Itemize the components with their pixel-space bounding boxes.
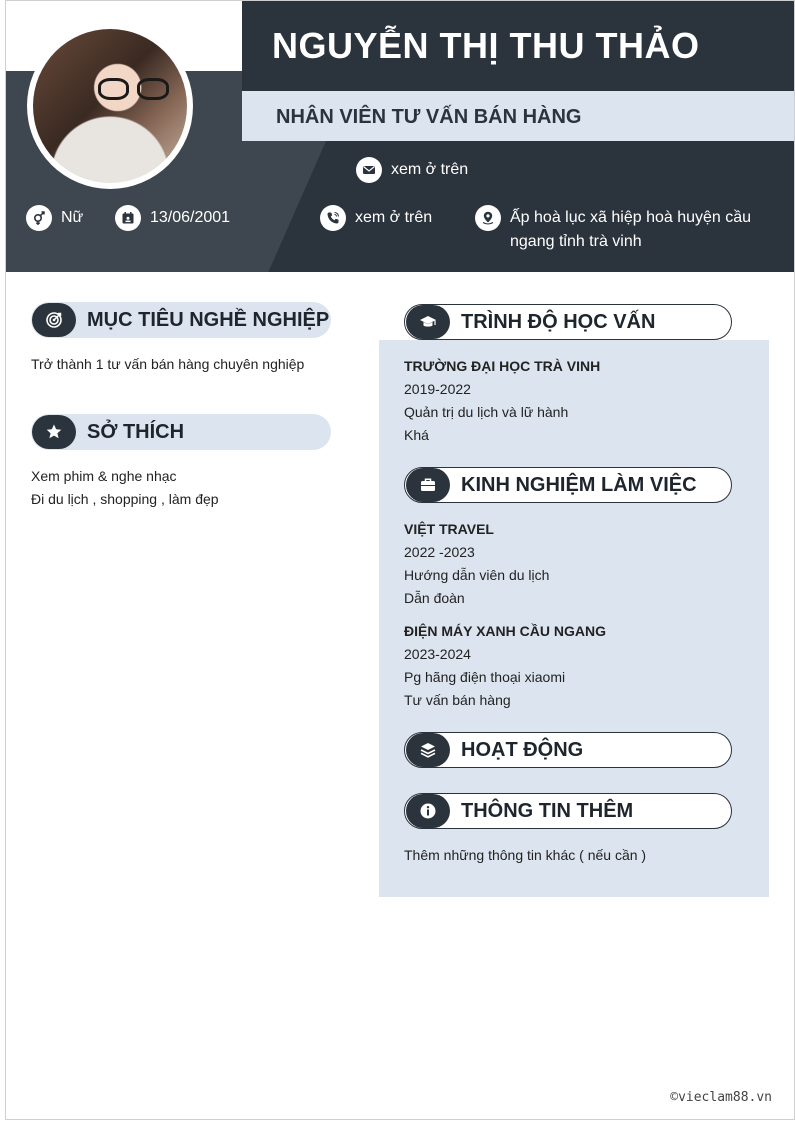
- envelope-icon: [356, 157, 382, 183]
- name-box: [242, 1, 795, 91]
- contact-birthday-text: 13/06/2001: [150, 209, 231, 226]
- info-icon: [406, 794, 450, 828]
- contact-phone: [320, 205, 432, 231]
- contact-address-text: Ấp hoà lục xã hiệp hoà huyện cầu ngang tỉnh trà vinh: [510, 209, 752, 250]
- education-major: Quản trị du lịch và lữ hành: [404, 404, 569, 420]
- contact-address: [475, 205, 765, 254]
- extra-content: [404, 844, 754, 867]
- job-company: VIỆT TRAVEL: [404, 521, 494, 537]
- job-period: 2022 -2023: [404, 544, 475, 560]
- section-hobbies-title: SỞ THÍCH: [87, 420, 185, 443]
- contact-email: [356, 157, 468, 183]
- objective-line: Trở thành 1 tư vấn bán hàng chuyên nghiệp: [31, 356, 305, 372]
- section-extra-header: [404, 793, 732, 829]
- section-education-title: TRÌNH ĐỘ HỌC VẤN: [461, 310, 656, 333]
- job-task: Dẫn đoàn: [404, 590, 465, 606]
- job-title-box: [242, 91, 795, 141]
- job-title: NHÂN VIÊN TƯ VẤN BÁN HÀNG: [276, 106, 582, 128]
- candidate-name: NGUYỄN THỊ THU THẢO: [272, 25, 700, 66]
- job-position: Hướng dẫn viên du lịch: [404, 567, 550, 583]
- section-objective-title: MỤC TIÊU NGHỀ NGHIỆP: [87, 308, 330, 331]
- experience-job-2: [404, 620, 754, 712]
- section-activities-title: HOẠT ĐỘNG: [461, 738, 584, 761]
- section-education-header: [404, 304, 732, 340]
- calendar-icon: [115, 205, 141, 231]
- job-position: Pg hãng điện thoại xiaomi: [404, 669, 566, 685]
- layers-icon: [406, 733, 450, 767]
- contact-email-text: xem ở trên: [391, 161, 469, 178]
- briefcase-icon: [406, 468, 450, 502]
- footer-watermark: ©vieclam88.vn: [670, 1090, 772, 1105]
- experience-job-1: [404, 518, 754, 610]
- contact-gender: [26, 205, 83, 231]
- job-task: Tư vấn bán hàng: [404, 692, 511, 708]
- extra-line: Thêm những thông tin khác ( nếu cần ): [404, 847, 647, 863]
- gender-icon: [26, 205, 52, 231]
- section-objective-header: [31, 302, 331, 338]
- avatar-glasses: [98, 78, 169, 100]
- education-period: 2019-2022: [404, 381, 471, 397]
- section-experience-title: KINH NGHIỆM LÀM VIỆC: [461, 473, 697, 496]
- avatar: [27, 23, 193, 189]
- contact-gender-text: Nữ: [61, 209, 84, 226]
- cv-page: [5, 0, 795, 1120]
- hobby-line: Xem phim & nghe nhạc: [31, 468, 177, 484]
- education-grade: Khá: [404, 427, 429, 443]
- objective-content: [31, 353, 351, 376]
- hobbies-content: [31, 465, 351, 511]
- education-content: [404, 355, 754, 447]
- section-activities-header: [404, 732, 732, 768]
- avatar-photo: [33, 29, 187, 183]
- contact-phone-text: xem ở trên: [355, 209, 433, 226]
- section-extra-title: THÔNG TIN THÊM: [461, 799, 634, 822]
- phone-icon: [320, 205, 346, 231]
- section-experience-header: [404, 467, 732, 503]
- graduation-cap-icon: [406, 305, 450, 339]
- map-pin-icon: [475, 205, 501, 231]
- hobby-line: Đi du lịch , shopping , làm đẹp: [31, 491, 219, 507]
- education-school: TRƯỜNG ĐẠI HỌC TRÀ VINH: [404, 358, 601, 374]
- target-icon: [32, 303, 76, 337]
- job-period: 2023-2024: [404, 646, 471, 662]
- section-hobbies-header: [31, 414, 331, 450]
- job-company: ĐIỆN MÁY XANH CẦU NGANG: [404, 623, 606, 639]
- star-icon: [32, 415, 76, 449]
- contact-birthday: [115, 205, 230, 231]
